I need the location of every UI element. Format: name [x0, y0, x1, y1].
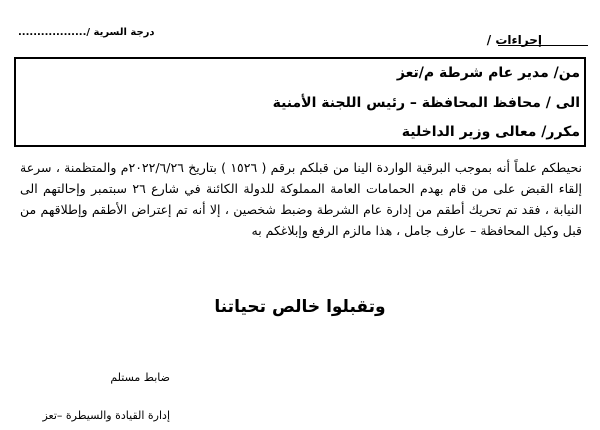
from-line: من/ مدير عام شرطة م/تعز	[396, 65, 580, 81]
letter-body: نحيطكم علماً أنه بموجب البرقية الواردة الينا من قبلكم برقم ( ١٥٢٦ ) بتاريخ ٢٠٢٢/٦/٢٦م والمتظمنة ، سرعة إلقاء القبض على من قام بهدم الحمامات العامة المملوكة للدولة الكائنة في شارع ٢٦ سبتمبر وإحالتهم الى النيابة ، فقد تم تحريك أطقم من إدارة عام الشرطة وضبط شخصين ، إلا أنه تم إعتراض الأطقم وإطلاقهم من قبل وكيل المحافظة – عارف جامل ، هذا مالزم الرفع وإبلاغكم به	[20, 160, 582, 238]
cc-line: مكرر/ معالى وزير الداخلية	[401, 124, 580, 140]
procedures-underline	[498, 45, 588, 46]
signature-department: إدارة القيادة والسيطرة –تعز	[42, 409, 170, 422]
to-line: الى / محافظ المحافظة – رئيس اللجنة الأمنية	[272, 95, 580, 111]
procedures-label: إجراءات /	[486, 33, 542, 47]
secrecy-level-label: درجة السرية /..................	[18, 27, 155, 38]
closing-salutation: وتقبلوا خالص تحياتنا	[214, 297, 386, 317]
signature-title: ضابط مستلم	[110, 371, 170, 384]
